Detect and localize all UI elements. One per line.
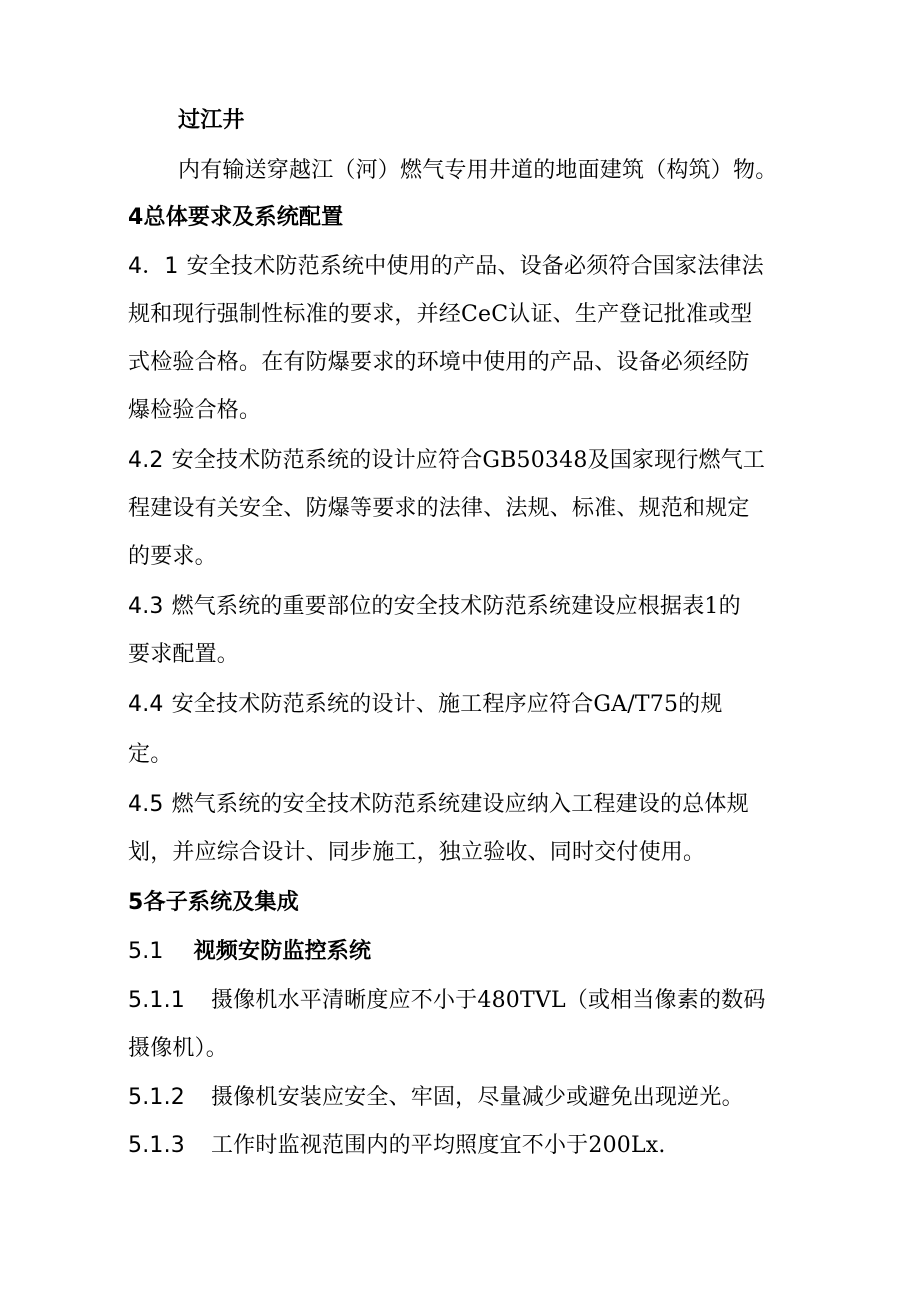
clause-4-1-line-3: 式检验合格。在有防爆要求的环境中使用的产品、设备必须经防 <box>128 350 750 375</box>
term-title: 过江井 <box>178 108 245 133</box>
clause-text: 摄像机水平清晰度应不小于480TVL（或相当像素的数码 <box>210 988 766 1013</box>
subsection-number: 5.1 <box>128 939 164 964</box>
subsection-title-text: 视频安防监控系统 <box>193 939 372 964</box>
clause-number: 4.5 <box>128 792 164 817</box>
clause-text: 安全技术防范系统的设计、施工程序应符合GA/T75的规 <box>171 692 723 717</box>
clause-number: 4.4 <box>128 692 164 717</box>
clause-4-1-line-4: 爆检验合格。 <box>128 398 262 423</box>
clause-number: 4．1 <box>128 254 179 279</box>
clause-4-1 <box>128 252 764 282</box>
clause-4-3-line-2: 要求配置。 <box>128 642 240 667</box>
clause-4-5 <box>128 790 749 820</box>
clause-number: 5.1.1 <box>128 988 185 1013</box>
clause-4-2 <box>128 446 765 476</box>
clause-number: 4.2 <box>128 448 164 473</box>
clause-number: 5.1.2 <box>128 1085 185 1110</box>
clause-text: 燃气系统的安全技术防范系统建设应纳入工程建设的总体规 <box>171 792 749 817</box>
clause-number: 5.1.3 <box>128 1133 185 1158</box>
clause-number: 4.3 <box>128 594 164 619</box>
term-definition: 内有输送穿越江（河）燃气专用井道的地面建筑（构筑）物。 <box>178 158 778 183</box>
clause-4-2-line-3: 的要求。 <box>128 544 217 569</box>
clause-4-2-line-2: 程建设有关安全、防爆等要求的法律、法规、标准、规范和规定 <box>128 496 750 521</box>
clause-5-1-1-line-2: 摄像机）。 <box>128 1036 229 1061</box>
clause-text: 安全技术防范系统的设计应符合GB50348及国家现行燃气工 <box>171 448 766 473</box>
clause-4-4 <box>128 690 723 720</box>
clause-text: 燃气系统的重要部位的安全技术防范系统建设应根据表1的 <box>171 594 741 619</box>
clause-5-1-2 <box>128 1083 744 1113</box>
section-5-title: 5各子系统及集成 <box>128 890 299 915</box>
clause-4-4-line-2: 定。 <box>128 742 173 767</box>
clause-4-3 <box>128 592 741 622</box>
section-4-title: 4总体要求及系统配置 <box>128 205 344 230</box>
clause-4-5-line-2: 划，并应综合设计、同步施工，独立验收、同时交付使用。 <box>128 840 706 865</box>
subsection-5-1-title <box>128 937 371 967</box>
clause-5-1-3 <box>128 1131 666 1161</box>
clause-5-1-1 <box>128 986 766 1016</box>
clause-text: 安全技术防范系统中使用的产品、设备必须符合国家法律法 <box>186 254 764 279</box>
clause-text: 工作时监视范围内的平均照度宜不小于200Lx. <box>210 1133 666 1158</box>
clause-4-1-line-2: 规和现行强制性标准的要求，并经CeC认证、生产登记批准或型 <box>128 302 753 327</box>
clause-text: 摄像机安装应安全、牢固，尽量减少或避免出现逆光。 <box>210 1085 744 1110</box>
